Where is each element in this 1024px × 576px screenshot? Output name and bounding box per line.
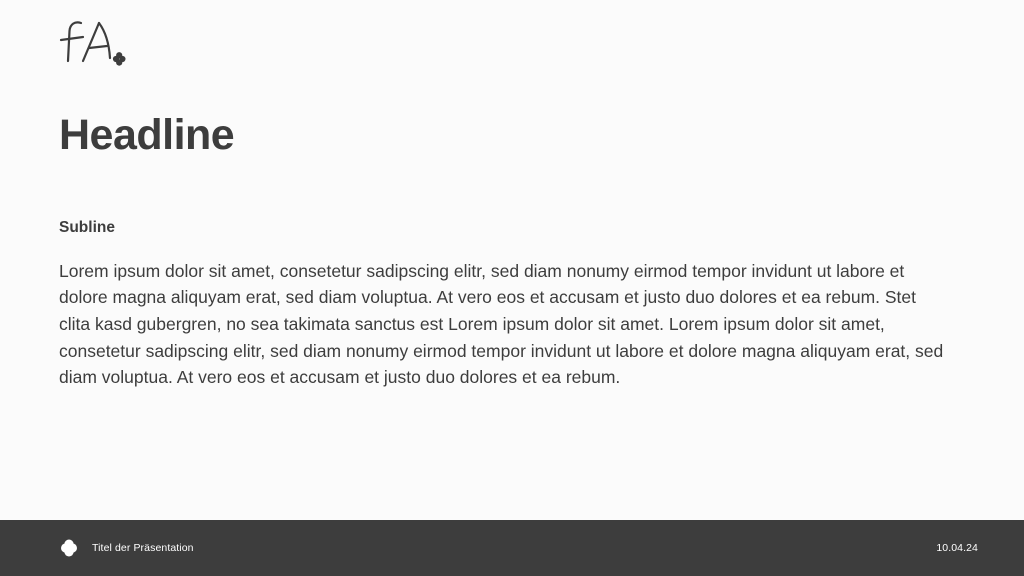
fa-logo <box>59 17 131 69</box>
footer-date: 10.04.24 <box>936 542 978 554</box>
body-text: Lorem ipsum dolor sit amet, consetetur sadipscing elitr, sed diam nonumy eirmod tempor invidunt ut labore et dolore magna aliquyam erat, sed diam voluptua. At vero eos et accusam et justo duo dolores et ea rebum. Stet clita kasd gubergren, no sea takimata sanctus est Lorem ipsum dolor sit amet. Lorem ipsum dolor sit amet, consetetur sadipscing elitr, sed diam nonumy eirmod tempor invidunt ut labore et dolore magna aliquyam erat, sed diam voluptua. At vero eos et accusam et justo duo dolores et ea rebum. <box>59 260 944 388</box>
slide-content <box>59 112 949 391</box>
footer-title: Titel der Präsentation <box>92 542 194 554</box>
slide-footer <box>0 520 1024 576</box>
subtitle: Subline <box>59 219 115 237</box>
page-title: Headline <box>59 111 235 159</box>
clover-icon <box>58 537 80 559</box>
clover-icon <box>113 52 126 66</box>
